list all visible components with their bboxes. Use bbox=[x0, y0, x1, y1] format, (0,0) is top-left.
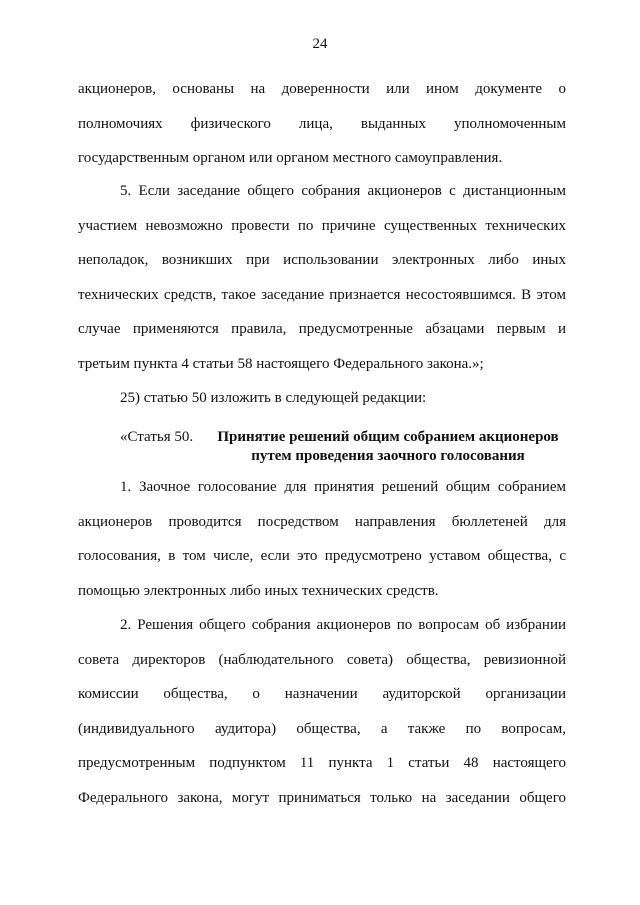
text-line: государственным органом или органом местного самоуправления. bbox=[78, 150, 503, 166]
text-line: неполадок, возникших при использовании электронных либо иных bbox=[78, 252, 566, 268]
text-line: Федерального закона, могут приниматься только на заседании общего bbox=[78, 789, 566, 806]
article-title-line: Принятие решений общим собранием акционеров bbox=[217, 429, 559, 445]
text-line: третьим пункта 4 статьи 58 настоящего Федерального закона.»; bbox=[78, 355, 484, 372]
text-line: голосования, в том числе, если это предусмотрено уставом общества, с bbox=[78, 548, 566, 564]
text-line: (индивидуального аудитора) общества, а также по вопросам, bbox=[78, 720, 566, 737]
text-line: комиссии общества, о назначении аудиторской организации bbox=[78, 686, 566, 702]
text-line: 25) статью 50 изложить в следующей редакции: bbox=[120, 390, 427, 406]
article-label: «Статья 50. bbox=[120, 429, 194, 445]
text-line: акционеров проводится посредством направления бюллетеней для bbox=[78, 513, 566, 530]
text-line: случае применяются правила, предусмотренные абзацами первым и bbox=[78, 321, 566, 337]
paragraph-clause-5 bbox=[78, 181, 566, 423]
page-number: 24 bbox=[312, 36, 328, 52]
text-line: технических средств, такое заседание признается несостоявшимся. В этом bbox=[78, 286, 566, 303]
paragraph-continuation bbox=[78, 79, 566, 183]
article-title-line: путем проведения заочного голосования bbox=[251, 448, 525, 464]
text-line: полномочиях физического лица, выданных уполномоченным bbox=[78, 115, 566, 132]
paragraph-article-50 bbox=[78, 477, 566, 822]
text-line: 2. Решения общего собрания акционеров по вопросам об избрании bbox=[120, 617, 566, 633]
text-line: участием невозможно провести по причине существенных технических bbox=[78, 217, 566, 234]
text-line: 5. Если заседание общего собрания акционеров с дистанционным bbox=[120, 183, 566, 199]
text-line: совета директоров (наблюдательного совета) общества, ревизионной bbox=[78, 651, 566, 668]
text-line: предусмотренным подпунктом 11 пункта 1 статьи 48 настоящего bbox=[78, 755, 566, 771]
text-line: помощью электронных либо иных технических средств. bbox=[78, 582, 439, 599]
article-title bbox=[206, 428, 570, 466]
text-line: акционеров, основаны на доверенности или ином документе о bbox=[78, 81, 566, 97]
text-line: 1. Заочное голосование для принятия решений общим собранием bbox=[120, 479, 566, 495]
